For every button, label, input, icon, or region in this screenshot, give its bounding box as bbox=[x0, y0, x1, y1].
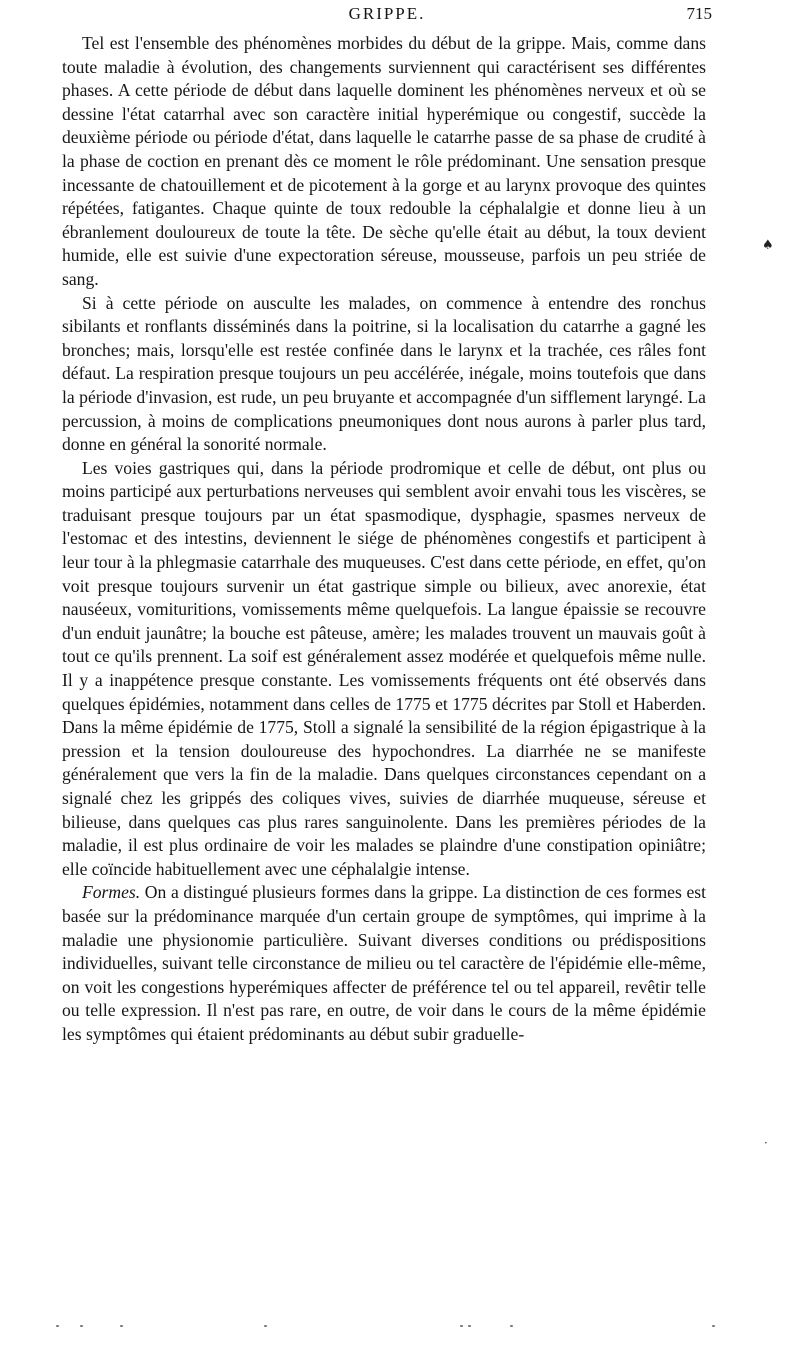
speck bbox=[468, 1325, 471, 1327]
paragraph-debut-phases: Tel est l'ensemble des phénomènes morbides du début de la grippe. Mais, comme dans toute maladie à évolution, des changements surviennent qui caractérisent ses différentes phases. A cette période de début dans laquelle dominent les phénomènes nerveux et où se dessine l'état catarrhal avec son caractère initial hyperémique ou congestif, succède la deuxième période ou période d'état, dans laquelle le catarrhe passe de sa phase de crudité à la phase de coction en prenant dès ce moment le rôle prédominant. Une sensation presque incessante de chatouillement et de picotement à la gorge et au larynx provoque des quintes répétées, fatigantes. Chaque quinte de toux redouble la céphalalgie et donne lieu à un ébranlement douloureux de toute la tête. De sèche qu'elle était au début, la toux devient humide, elle est suivie d'une expectoration séreuse, mousseuse, parfois un peu striée de sang. bbox=[62, 33, 706, 289]
paragraph-formes bbox=[62, 881, 706, 1046]
speck bbox=[80, 1325, 83, 1327]
speck bbox=[460, 1325, 463, 1327]
paragraph-formes-text: On a distingué plusieurs formes dans la grippe. La distinction de ces formes est basée sur la prédominance marquée d'un certain groupe de symptômes, qui imprime à la maladie une physionomie particulière. Suivant diverses conditions ou prédispositions individuelles, suivant telle circonstance de milieu ou tel caractère de l'épidémie elle-même, on voit les congestions hyperémiques affecter de préférence tel ou tel appareil, revêtir telle ou telle expression. Il n'est pas rare, en outre, de voir dans le cours de la même épidémie les symptômes qui étaient prédominants au début subir graduelle- bbox=[62, 882, 706, 1044]
speck bbox=[56, 1325, 59, 1327]
paragraph-voies-gastriques: Les voies gastriques qui, dans la période prodromique et celle de début, ont plus ou moins participé aux perturbations nerveuses qui semblent avoir envahi tous les viscères, se traduisant presque toujours par un état spasmodique, dysphagie, spasmes nerveux de l'estomac et des intestins, deviennent le siége de phénomènes congestifs et participent à leur tour à la phlegmasie catarrhale des muqueuses. C'est dans cette période, en effet, qu'on voit presque toujours survenir un état gastrique simple ou bilieux, avec anorexie, état nauséeux, vomituritions, vomissements même quelquefois. La langue épaissie se recouvre d'un enduit jaunâtre; la bouche est pâteuse, amère; les malades trouvent un mauvais goût à tout ce qu'ils prennent. La soif est généralement assez modérée et quelquefois même nulle. Il y a inappétence presque constante. Les vomissements fréquents ont été observés dans quelques épidémies, notamment dans celles de 1775 et 1775 décrites par Stoll et Haberden. Dans la même épidémie de 1775, Stoll a signalé la sensibilité de la région épigastrique à la pression et la tension douloureuse des hypochondres. La diarrhée ne se manifeste généralement que vers la fin de la maladie. Dans quelques circonstances cependant on a signalé chez les grippés des coliques vives, suivies de diarrhée muqueuse, séreuse et bilieuse, dans quelques cas plus rares sanguinolente. Dans les premières périodes de la maladie, il est plus ordinaire de voir les malades se plaindre d'une constipation opiniâtre; elle coïncide habituellement avec une céphalalgie intense. bbox=[62, 457, 706, 879]
body-text bbox=[62, 32, 706, 1047]
running-header bbox=[62, 4, 712, 30]
speck bbox=[510, 1325, 513, 1327]
running-title: GRIPPE. bbox=[348, 4, 426, 23]
speck bbox=[264, 1325, 267, 1327]
page-footer-specks bbox=[40, 1325, 760, 1335]
speck bbox=[120, 1325, 123, 1327]
margin-dot-mark: · bbox=[764, 1136, 768, 1150]
paragraph-auscultation: Si à cette période on ausculte les malades, on commence à entendre des ronchus sibilants et ronflants disséminés dans la poitrine, si la localisation du catarrhe a gagné les bronches; mais, lorsqu'elle est restée confinée dans le larynx et la trachée, ces râles font défaut. La respiration presque toujours un peu accélérée, inégale, moins toutefois que dans la période d'invasion, est rude, un peu bruyante et accompagnée d'un sifflement laryngé. La percussion, à moins de complications pneumoniques dont nous aurons à parler plus tard, donne en général la sonorité normale. bbox=[62, 292, 706, 455]
speck bbox=[712, 1325, 715, 1327]
margin-bullet-mark: ♠ bbox=[762, 238, 774, 253]
section-lead-formes: Formes. bbox=[82, 882, 141, 903]
page-number: 715 bbox=[686, 4, 712, 23]
